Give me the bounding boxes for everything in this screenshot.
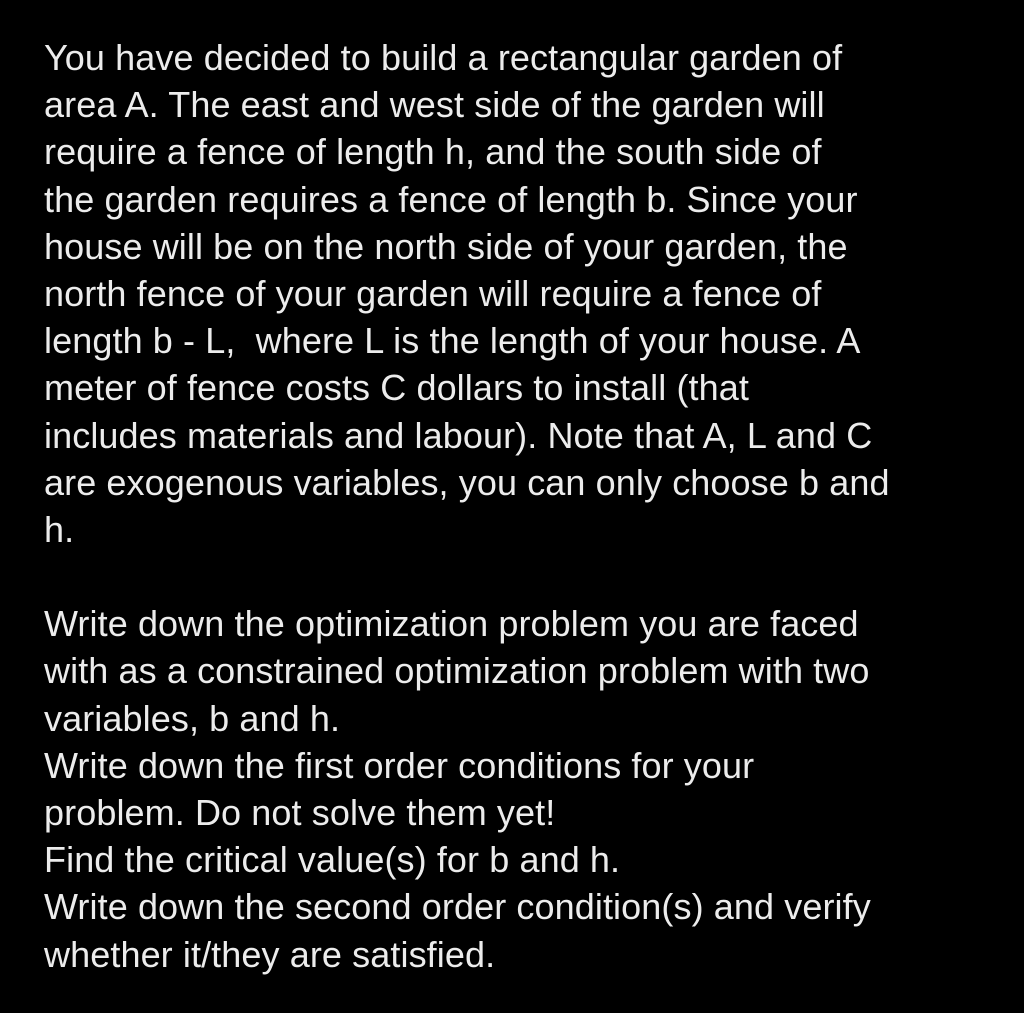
question-list	[44, 600, 1004, 978]
problem-text	[44, 34, 1004, 978]
question-line: whether it/they are satisfied.	[44, 933, 496, 975]
question-line: Find the critical value(s) for b and h.	[44, 839, 621, 881]
question-line: Write down the first order conditions for your	[44, 744, 755, 786]
text-line: area A. The east and west side of the garden will	[44, 84, 825, 126]
text-line: includes materials and labour). Note that A, L and C	[44, 414, 873, 456]
text-line: You have decided to build a rectangular garden of	[44, 37, 843, 78]
text-line: length b - L, where L is the length of your house. A	[44, 320, 861, 362]
text-line: the garden requires a fence of length b. Since your	[44, 178, 858, 220]
question-line: Write down the second order condition(s) and verify	[44, 886, 871, 928]
question-line: problem. Do not solve them yet!	[44, 792, 556, 833]
question-line: with as a constrained optimization problem with two	[44, 650, 870, 692]
text-line: are exogenous variables, you can only choose b and	[44, 461, 890, 503]
text-line: require a fence of length h, and the south side of	[44, 131, 822, 173]
paragraph-gap	[44, 553, 1004, 600]
question-line: Write down the optimization problem you are faced	[44, 603, 859, 645]
text-line: h.	[44, 508, 75, 550]
text-line: meter of fence costs C dollars to install (that	[44, 367, 749, 409]
text-line: house will be on the north side of your garden, the	[44, 225, 848, 267]
question-line: variables, b and h.	[44, 697, 341, 739]
text-line: north fence of your garden will require a fence of	[44, 272, 822, 314]
problem-description	[44, 34, 1004, 553]
